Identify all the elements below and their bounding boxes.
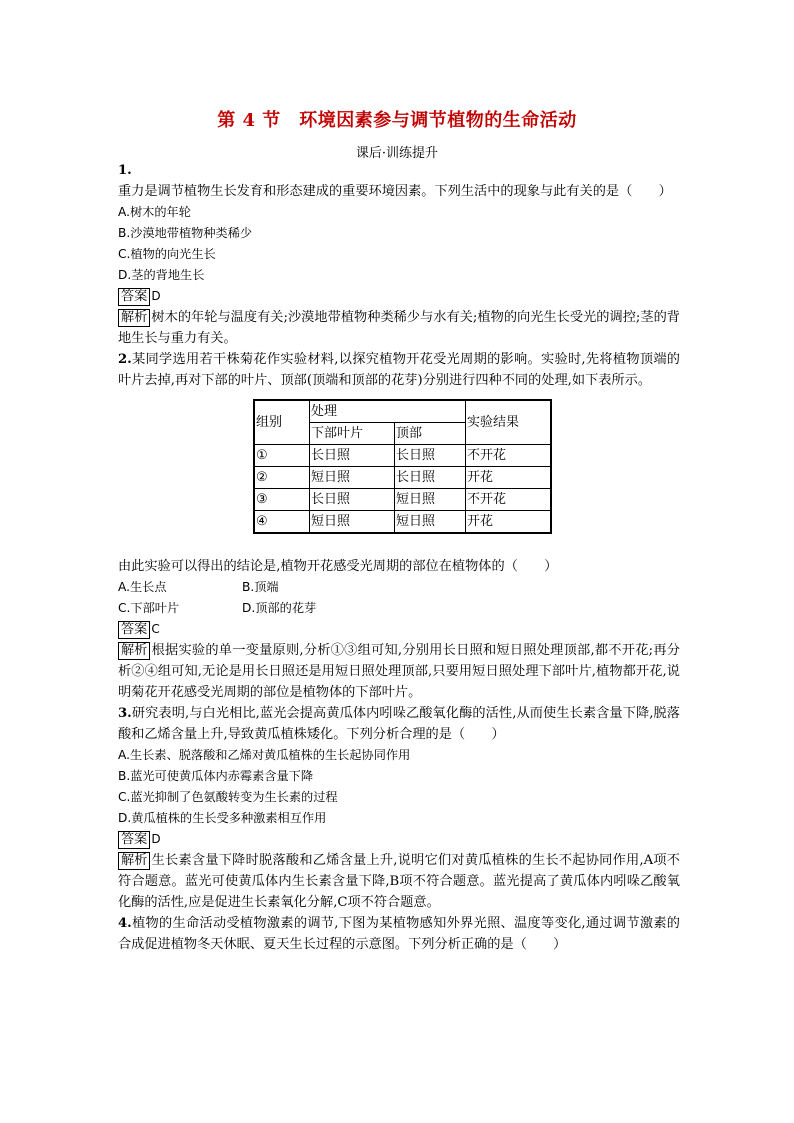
question-2-option-a: A.生长点 [118,580,167,594]
analysis-label: 解析 [118,309,150,327]
question-1-answer: 答案 D [118,286,680,307]
table-cell: 不开花 [466,445,552,467]
table-row [254,489,551,511]
question-2-question: 由此实验可以得出的结论是,植物开花感受光周期的部位在植物体的（ ） [118,559,558,574]
table-header-group: 组别 [254,400,310,445]
table-cell: 短日照 [310,467,395,489]
table-cell: 短日照 [395,489,466,511]
table-row [254,511,551,534]
document-body [118,160,680,955]
table-row [254,467,551,489]
table-cell: 不开花 [466,489,552,511]
answer-label: 答案 [118,288,150,306]
table-cell: 长日照 [310,445,395,467]
question-3-option-d: D.黄瓜植株的生长受多种激素相互作用 [118,811,327,825]
question-2-analysis: 解析 根据实验的单一变量原则,分析①③组可知,分别用长日照和短日照处理顶部,都不开花;再分析②④组可知,无论是用长日照还是用短日照处理顶部,只要用短日照处理下部叶片,植物都开花,说明菊花开花感受光周期的部位是植物体的下部叶片。 [118,643,680,700]
question-2-options-row-2 [118,598,680,619]
question-1-stem: 1.重力是调节植物生长发育和形态建成的重要环境因素。下列生活中的现象与此有关的是（ ） [118,163,672,199]
question-3-option-b: B.蓝光可使黄瓜体内赤霉素含量下降 [118,769,314,783]
answer-label: 答案 [118,621,150,639]
table-cell: 开花 [466,467,552,489]
table-header-treatment: 处理 [310,400,466,423]
table-header-result: 实验结果 [466,400,552,445]
answer-label: 答案 [118,831,150,849]
question-2-option-b: B.顶端 [242,580,279,594]
question-3-option-a: A.生长素、脱落酸和乙烯对黄瓜植株的生长起协同作用 [118,748,411,762]
question-3-answer: 答案 D [118,829,680,850]
question-1-option-b: B.沙漠地带植物种类稀少 [118,226,253,240]
question-2-options-row-1 [118,577,680,598]
table-cell: 长日照 [395,445,466,467]
question-3-option-c: C.蓝光抑制了色氨酸转变为生长素的过程 [118,790,338,804]
table-cell: 开花 [466,511,552,534]
table-row [254,445,551,467]
section-subtitle: 课后·训练提升 [355,146,439,161]
question-3-analysis: 解析 生长素含量下降时脱落酸和乙烯含量上升,说明它们对黄瓜植株的生长不起协同作用,A项不符合题意。蓝光可使黄瓜体内生长素含量下降,B项不符合题意。蓝光提高了黄瓜体内吲哚乙酸氧化酶的活性,应是促进生长素氧化分解,C项不符合题意。 [118,853,680,910]
question-1-option-d: D.茎的背地生长 [118,268,205,282]
question-3-stem: 3.研究表明,与白光相比,蓝光会提高黄瓜体内吲哚乙酸氧化酶的活性,从而使生长素含量下降,脱落酸和乙烯含量上升,导致黄瓜植株矮化。下列分析合理的是（ ） [118,706,680,742]
table-cell: 短日照 [395,511,466,534]
analysis-label: 解析 [118,642,150,660]
question-4-stem: 4.植物的生命活动受植物激素的调节,下图为某植物感知外界光照、温度等变化,通过调节激素的合成促进植物冬天休眠、夏天生长过程的示意图。下列分析正确的是（ ） [118,916,680,952]
question-2-stem: 2.某同学选用若干株菊花作实验材料,以探究植物开花受光周期的影响。实验时,先将植物顶端的叶片去掉,再对下部的叶片、顶部(顶端和顶部的花芽)分别进行四种不同的处理,如下表所示。 [118,352,680,388]
experiment-table [253,399,552,534]
table-header-top: 顶部 [395,423,466,445]
table-cell: ③ [254,489,310,511]
question-2-option-d: D.顶部的花芽 [242,601,317,615]
section-title: 第 4 节 环境因素参与调节植物的生命活动 [217,110,577,131]
table-cell: ① [254,445,310,467]
table-cell: 长日照 [310,489,395,511]
analysis-label: 解析 [118,852,150,870]
question-2-option-c: C.下部叶片 [118,601,180,615]
table-cell: ② [254,467,310,489]
question-2-answer: 答案 C [118,619,680,640]
table-header-lower-leaves: 下部叶片 [310,423,395,445]
question-1-analysis: 解析 树木的年轮与温度有关;沙漠地带植物种类稀少与水有关;植物的向光生长受光的调控;茎的背地生长与重力有关。 [118,310,680,346]
question-1-option-c: C.植物的向光生长 [118,247,216,261]
question-1-option-a: A.树木的年轮 [118,205,191,219]
table-cell: 短日照 [310,511,395,534]
table-cell: 长日照 [395,467,466,489]
table-cell: ④ [254,511,310,534]
